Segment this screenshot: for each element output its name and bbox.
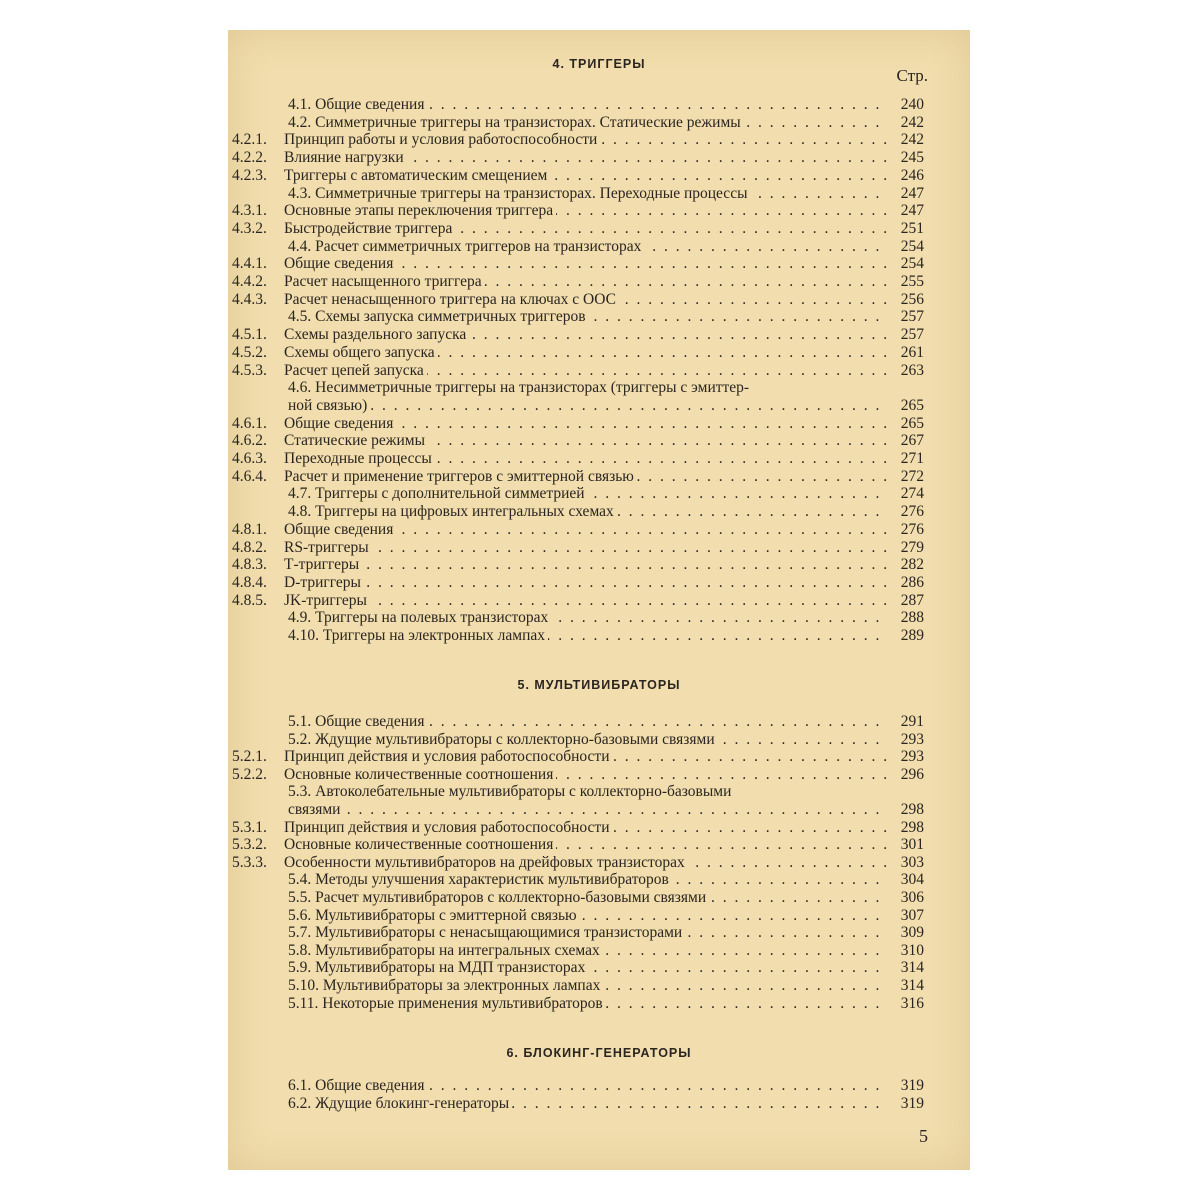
toc-entry: [228, 748, 970, 766]
toc-entry: [228, 766, 970, 784]
toc-entry: [228, 379, 970, 397]
toc-entry-number: 4.5.1.: [232, 326, 267, 344]
toc-entry: [228, 977, 970, 995]
toc-entry-page: 251: [900, 219, 924, 237]
toc-entry: [228, 185, 970, 203]
toc-entry-page: 276: [900, 520, 924, 538]
toc-entry-number: 5.3.1.: [232, 818, 267, 836]
toc-entry-title: 5.8. Мультивибраторы на интегральных схемах: [288, 942, 603, 959]
toc-entry-page: 304: [900, 871, 924, 889]
toc-entry-title: Общие сведения: [284, 521, 396, 538]
toc-entry-number: 4.2.1.: [232, 131, 267, 149]
toc-entry: [228, 485, 970, 503]
toc-entry: [228, 924, 970, 942]
toc-entry-number: 4.5.2.: [232, 343, 267, 361]
toc-entry-page: 254: [900, 237, 924, 255]
toc-entry-title: 5.2. Ждущие мультивибраторы с коллекторно-базовыми связями: [288, 731, 718, 748]
toc-entry-title: 5.4. Методы улучшения характеристик мультивибраторов: [288, 871, 672, 888]
toc-entry-title: 4.1. Общие сведения: [288, 96, 427, 113]
toc-entry-number: 4.8.1.: [232, 520, 267, 538]
toc-entry: [228, 397, 970, 415]
toc-entry-number: 4.4.1.: [232, 255, 267, 273]
toc-entry-title: 4.7. Триггеры с дополнительной симметрией: [288, 485, 588, 502]
toc-entry-page: 245: [900, 149, 924, 167]
toc-entry-page: 301: [900, 836, 924, 854]
toc-entry-page: 257: [900, 326, 924, 344]
toc-entry: [228, 415, 970, 433]
toc-entry: [228, 592, 970, 610]
toc-entry-number: 4.4.3.: [232, 290, 267, 308]
toc-entry-number: 4.2.2.: [232, 149, 267, 167]
toc-entry-page: 247: [900, 202, 924, 220]
toc-entry-page: 303: [900, 853, 924, 871]
toc-entry-number: 4.8.2.: [232, 538, 267, 556]
toc-entry-number: 5.3.2.: [232, 836, 267, 854]
toc-entry: [228, 238, 970, 256]
toc-entry-page: 316: [900, 994, 924, 1012]
toc-entry: [228, 731, 970, 749]
toc-entry-title: Расчет ненасыщенного триггера на ключах с ООС: [284, 291, 619, 308]
toc-entry-title: Расчет цепей запуска: [284, 362, 427, 379]
toc-entry-title: Основные этапы переключения триггера: [284, 202, 556, 219]
toc-entry-page: 242: [900, 131, 924, 149]
toc-entry: [228, 450, 970, 468]
page-number: 5: [919, 1126, 928, 1146]
toc-entry-title: Статические режимы: [284, 432, 428, 449]
toc-entry: [228, 1095, 970, 1113]
toc-entry-title: Основные количественные соотношения: [284, 836, 556, 853]
toc-entry-page: 274: [900, 485, 924, 503]
toc-entry-title: 5.6. Мультивибраторы с эмиттерной связью: [288, 907, 580, 924]
toc-entry-title: 6.2. Ждущие блокинг-генераторы: [288, 1095, 512, 1112]
toc-entry-number: 4.3.1.: [232, 202, 267, 220]
toc-entry-number: 4.8.4.: [232, 573, 267, 591]
toc-entry-title: Триггеры с автоматическим смещением: [284, 167, 550, 184]
toc-entry-page: 293: [900, 730, 924, 748]
toc-entry-title: Влияние нагрузки: [284, 149, 407, 166]
toc-entry: [228, 713, 970, 731]
toc-entry: [228, 889, 970, 907]
toc-entry-title: 4.9. Триггеры на полевых транзисторах: [288, 609, 551, 626]
toc-entry: [228, 202, 970, 220]
toc-entry: [228, 503, 970, 521]
toc-entry-title: 6.1. Общие сведения: [288, 1077, 427, 1094]
toc-entry: [228, 942, 970, 960]
toc-entry-title: 4.4. Расчет симметричных триггеров на транзисторах: [288, 238, 644, 255]
toc-entry-page: 319: [900, 1095, 924, 1112]
toc-entry: [228, 959, 970, 977]
toc-entry: [228, 801, 970, 819]
toc-entry-page: 291: [900, 713, 924, 730]
toc-entry-title: Расчет насыщенного триггера: [284, 273, 485, 290]
toc-entry: [228, 432, 970, 450]
toc-entry-title: Принцип действия и условия работоспособности: [284, 819, 613, 836]
toc-entry: [228, 521, 970, 539]
toc-entry-page: 319: [900, 1077, 924, 1094]
toc-entry-page: 293: [900, 748, 924, 766]
toc-entry-page: 279: [900, 538, 924, 556]
toc-entry-title: 5.7. Мультивибраторы с ненасыщающимися транзисторами: [288, 924, 685, 941]
toc-entry-title: 4.2. Симметричные триггеры на транзисторах. Статические режимы: [288, 114, 744, 131]
toc-entry-page: 257: [900, 308, 924, 326]
toc-entry-number: 4.8.3.: [232, 556, 267, 574]
toc-entry-page: 298: [900, 801, 924, 818]
toc-entry: [228, 220, 970, 238]
toc-entry-page: 256: [900, 290, 924, 308]
toc-entry: [228, 783, 970, 801]
toc-entry-page: 271: [900, 450, 924, 467]
toc-entry-title: Принцип действия и условия работоспособности: [284, 748, 613, 765]
toc-entry-number: 5.2.1.: [232, 748, 267, 766]
toc-entry: [228, 308, 970, 326]
toc-entry-page: 314: [900, 977, 924, 994]
toc-entry-title: 5.1. Общие сведения: [288, 713, 427, 730]
toc-entry: [228, 871, 970, 889]
toc-entry-title: 5.9. Мультивибраторы на МДП транзисторах: [288, 959, 588, 976]
toc-entry-page: 287: [900, 591, 924, 609]
toc-entry-title: Быстродействие триггера: [284, 220, 455, 237]
toc-entry-page: 246: [900, 166, 924, 184]
toc-entry-page: 296: [900, 765, 924, 783]
toc-entry-number: 5.3.3.: [232, 853, 267, 871]
toc-entry-page: 267: [900, 432, 924, 450]
section-title-6: 6. БЛОКИНГ-ГЕНЕРАТОРЫ: [506, 1046, 692, 1060]
toc-entry-page: 309: [900, 924, 924, 942]
toc-entry-title: D-триггеры: [284, 574, 364, 591]
toc-entry-page: 240: [900, 96, 924, 113]
toc-entry-page: 282: [900, 556, 924, 574]
toc-entry-title: 5.10. Мультивибраторы за электронных лампах: [288, 977, 603, 994]
toc-entry: [228, 291, 970, 309]
toc-entry: [228, 114, 970, 132]
toc-entry: [228, 1077, 970, 1095]
toc-entry-title: 4.3. Симметричные триггеры на транзисторах. Переходные процессы: [288, 185, 750, 202]
toc-entry: [228, 627, 970, 645]
toc-entry: [228, 995, 970, 1013]
toc-entry-page: 286: [900, 573, 924, 591]
toc-entry: [228, 854, 970, 872]
toc-entry-page: 242: [900, 113, 924, 131]
section-title-5: 5. МУЛЬТИВИБРАТОРЫ: [517, 678, 681, 692]
toc-entry-page: 288: [900, 609, 924, 627]
toc-entry-page: 263: [900, 361, 924, 379]
toc-entry-page: 254: [900, 255, 924, 273]
toc-entry-number: 4.6.2.: [232, 432, 267, 450]
toc-entry: [228, 149, 970, 167]
toc-entry-title: Основные количественные соотношения: [284, 766, 556, 783]
toc-entry-page: 306: [900, 889, 924, 906]
toc-entry-page: 310: [900, 941, 924, 959]
toc-entry-number: 5.2.2.: [232, 765, 267, 783]
toc-entry-title: Расчет и применение триггеров с эмиттерной связью: [284, 468, 637, 485]
toc-entry-page: 255: [900, 273, 924, 290]
toc-entry-title: Т-триггеры: [284, 556, 362, 573]
toc-entry: [228, 609, 970, 627]
toc-entry-page: 272: [900, 467, 924, 485]
toc-entry: [228, 96, 970, 114]
toc-entry-number: 4.6.1.: [232, 414, 267, 432]
toc-entry-number: 4.2.3.: [232, 166, 267, 184]
toc-entry-page: 265: [900, 396, 924, 414]
toc-entry: [228, 362, 970, 380]
toc-entry-page: 298: [900, 818, 924, 836]
toc-entry-number: 4.6.3.: [232, 450, 267, 467]
toc-entry-title: Общие сведения: [284, 415, 396, 432]
toc-entry: [228, 574, 970, 592]
toc-entry-title: 4.10. Триггеры на электронных лампах: [288, 627, 548, 644]
toc-entry-title: Принцип работы и условия работоспособности: [284, 131, 600, 148]
toc-entry-page: 289: [900, 627, 924, 644]
toc-entry: [228, 907, 970, 925]
toc-entry-title: Схемы общего запуска: [284, 344, 438, 361]
toc-entry-page: 307: [900, 906, 924, 924]
toc-entry: [228, 326, 970, 344]
toc-entry: [228, 344, 970, 362]
toc-entry: [228, 836, 970, 854]
toc-entry-title: 5.11. Некоторые применения мультивибраторов: [288, 995, 606, 1012]
toc-entry-title: Схемы раздельного запуска: [284, 326, 469, 343]
toc-entry-title: 4.6. Несимметричные триггеры на транзисторах (триггеры с эмиттер-: [288, 379, 750, 397]
toc-entry-title: Общие сведения: [284, 255, 396, 272]
toc-entry-title: 4.5. Схемы запуска симметричных триггеров: [288, 308, 589, 325]
toc-entry-page: 261: [900, 343, 924, 361]
toc-entry-number: 4.4.2.: [232, 273, 267, 290]
book-page: [228, 30, 970, 1170]
toc-entry: [228, 556, 970, 574]
toc-entry: [228, 273, 970, 291]
toc-entry: [228, 167, 970, 185]
toc-entry-page: 265: [900, 414, 924, 432]
toc-entry: [228, 539, 970, 557]
toc-entry: [228, 819, 970, 837]
toc-entry-title: 5.3. Автоколебательные мультивибраторы с коллекторно-базовыми: [288, 783, 732, 801]
toc-entry-title: RS-триггеры: [284, 539, 372, 556]
toc-entry-title: Переходные процессы: [284, 450, 435, 467]
toc-entry-title: связями: [288, 801, 343, 818]
toc-entry-title: JK-триггеры: [284, 592, 370, 609]
toc-entry-title: ной связью): [288, 397, 370, 414]
toc-entry-number: 4.6.4.: [232, 467, 267, 485]
toc-entry-number: 4.5.3.: [232, 361, 267, 379]
toc-entry-title: 4.8. Триггеры на цифровых интегральных схемах: [288, 503, 617, 520]
toc-entry-number: 4.3.2.: [232, 219, 267, 237]
toc-entry-page: 247: [900, 184, 924, 202]
toc-entry-page: 314: [900, 959, 924, 977]
toc-entry-title: Особенности мультивибраторов на дрейфовых транзисторах: [284, 854, 688, 871]
toc-entry-page: 276: [900, 503, 924, 521]
toc-entry: [228, 131, 970, 149]
toc-entry: [228, 468, 970, 486]
toc-entry-title: 5.5. Расчет мультивибраторов с коллекторно-базовыми связями: [288, 889, 709, 906]
section-title-4: 4. ТРИГГЕРЫ: [552, 57, 646, 71]
toc-entry-number: 4.8.5.: [232, 591, 267, 609]
page-column-header: Стр.: [896, 66, 928, 85]
toc-entry: [228, 255, 970, 273]
